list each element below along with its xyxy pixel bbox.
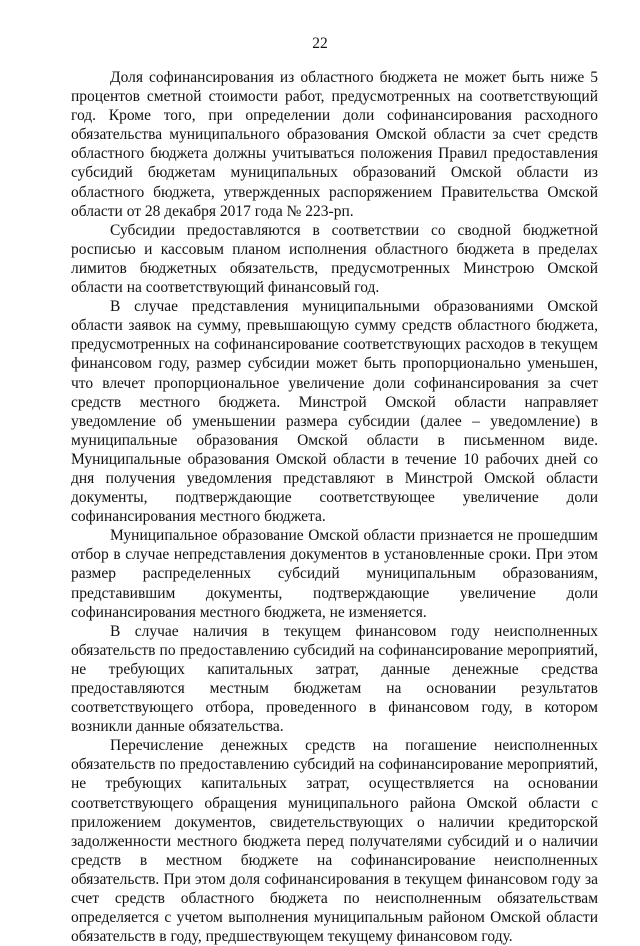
paragraph-failed-selection: Муниципальное образование Омской области признается не прошедшим отбор в случае непредставления документов в установленные сроки. При этом размер распределенных субсидий муниципальным образованиям, представившим документы, подтверждающие увеличение доли софинансирования местного бюджета, не изменяется. xyxy=(71,527,598,621)
paragraph-excess-requests: В случае представления муниципальными образованиями Омской области заявок на сумму, превышающую сумму средств областного бюджета, предусмотренных на софинансирование соответствующих расходов в текущем финансовом году, размер субсидии может быть пропорционально уменьшен, что влечет пропорциональное увеличение доли софинансирования за счет средств местного бюджета. Минстрой Омской области направляет уведомление об уменьшении размера субсидии (далее – уведомление) в муниципальные образования Омской области в письменном виде. Муниципальные образования Омской области в течение 10 рабочих дней со дня получения уведомления представляют в Минстрой Омской области документы, подтверждающие соответствующее увеличение доли софинансирования местного бюджета. xyxy=(71,298,598,526)
paragraph-unfulfilled-obligations: В случае наличия в текущем финансовом году неисполненных обязательств по предоставлению субсидий на софинансирование мероприятий, не требующих капитальных затрат, данные денежные средства предоставляются местным бюджетам на основании результатов соответствующего отбора, проведенного в финансовом году, в котором возникли данные обязательства. xyxy=(71,622,598,736)
page-number: 22 xyxy=(312,35,328,52)
document-body xyxy=(71,68,598,946)
paragraph-cofinancing-share: Доля софинансирования из областного бюджета не может быть ниже 5 процентов сметной стоимости работ, предусмотренных на соответствующий год. Кроме того, при определении доли софинансирования расходного обязательства муниципального образования Омской области за счет средств областного бюджета должны учитываться положения Правил предоставления субсидий бюджетам муниципальных образований Омской области из областного бюджета, утвержденных распоряжением Правительства Омской области от 28 декабря 2017 года № 223-рп. xyxy=(71,69,598,220)
paragraph-subsidy-provision: Субсидии предоставляются в соответствии со сводной бюджетной росписью и кассовым планом исполнения областного бюджета в пределах лимитов бюджетных обязательств, предусмотренных Минстрою Омской области на соответствующий финансовый год. xyxy=(71,221,598,297)
paragraph-transfer-of-funds: Перечисление денежных средств на погашение неисполненных обязательств по предоставлению субсидий на софинансирование мероприятий, не требующих капитальных затрат, осуществляется на основании соответствующего обращения муниципального района Омской области с приложением документов, свидетельствующих о наличии кредиторской задолженности местного бюджета перед получателями субсидий и о наличии средств в местном бюджете на софинансирование неисполненных обязательств. При этом доля софинансирования в текущем финансовом году за счет средств областного бюджета по неисполненным обязательствам определяется с учетом выполнения муниципальным районом Омской области обязательств в году, предшествующем текущему финансовом году. xyxy=(71,737,598,946)
